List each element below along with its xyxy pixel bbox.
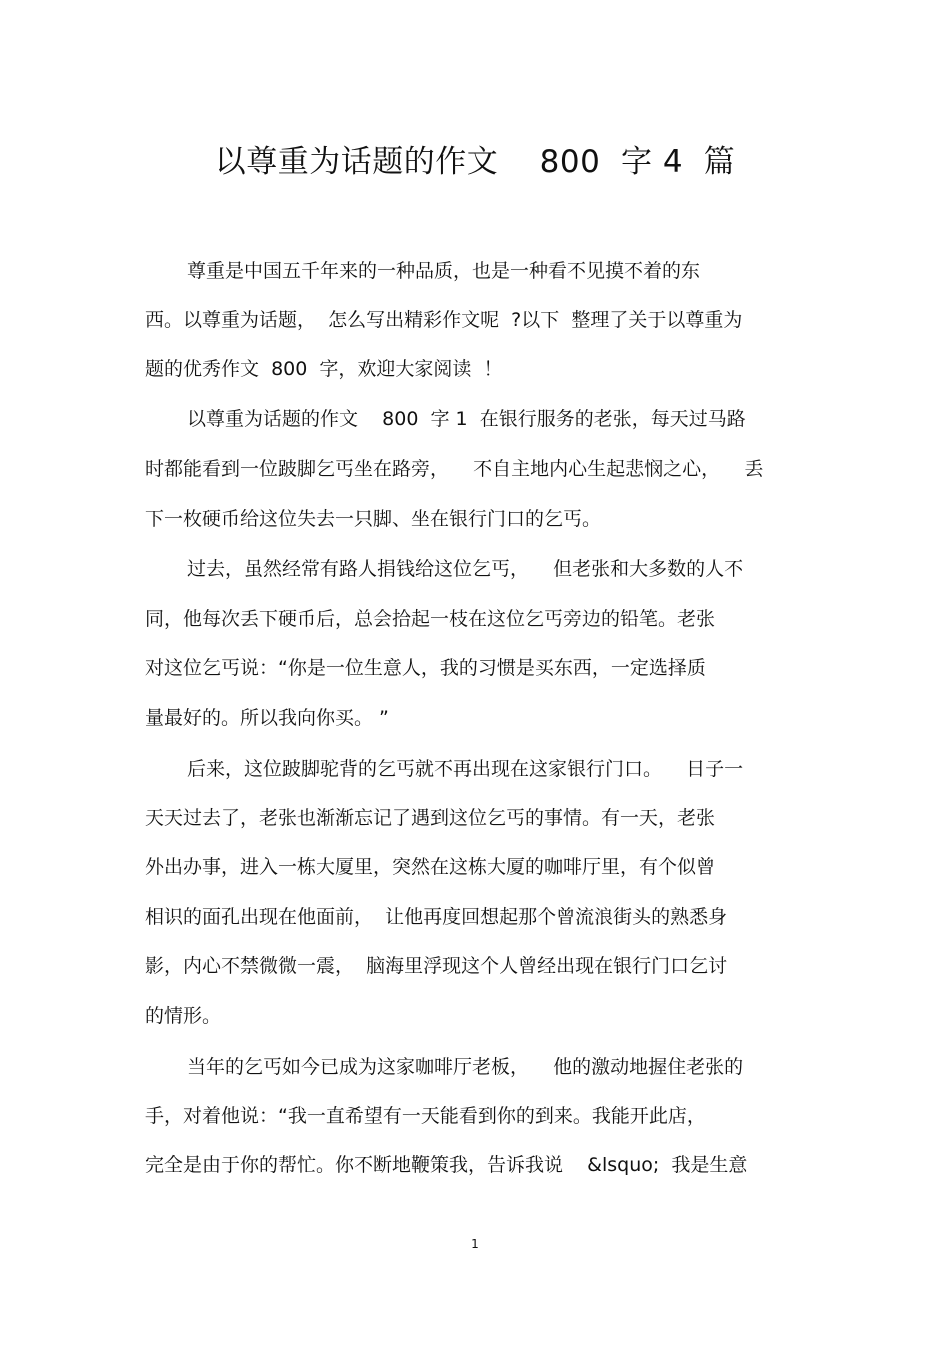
paragraph-line: 完全是由于你的帮忙。你不断地鞭策我，告诉我说 &lsquo; 我是生意 [145, 1154, 748, 1176]
paragraph-line: 西。以尊重为话题， 怎么写出精彩作文呢 ?以下 整理了关于以尊重为 [145, 309, 743, 331]
paragraph-line: 下一枚硬币给这位失去一只脚、坐在银行门口的乞丐。 [145, 508, 602, 530]
paragraph-line: 题的优秀作文 800 字，欢迎大家阅读 ！ [145, 358, 503, 380]
paragraph-line: 当年的乞丐如今已成为这家咖啡厅老板， 他的激动地握住老张的 [187, 1056, 744, 1078]
paragraph-line: 外出办事，进入一栋大厦里，突然在这栋大厦的咖啡厅里，有个似曾 [145, 856, 716, 878]
paragraph-line: 相识的面孔出现在他面前， 让他再度回想起那个曾流浪街头的熟悉身 [145, 906, 728, 928]
paragraph-line: 的情形。 [145, 1005, 222, 1027]
paragraph-line: 同，他每次丢下硬币后，总会拾起一枝在这位乞丐旁边的铅笔。老张 [145, 608, 716, 630]
paragraph-line: 过去，虽然经常有路人捐钱给这位乞丐， 但老张和大多数的人不 [187, 558, 744, 580]
paragraph-line: 手，对着他说：“我一直希望有一天能看到你的到来。我能开此店， [145, 1105, 706, 1127]
paragraph-line: 后来，这位跛脚驼背的乞丐就不再出现在这家银行门口。 日子一 [187, 758, 744, 780]
paragraph-line: 对这位乞丐说：“你是一位生意人，我的习惯是买东西，一定选择质 [145, 657, 706, 679]
paragraph-line: 时都能看到一位跛脚乞丐坐在路旁， 不自主地内心生起悲悯之心， 丢 [145, 458, 764, 480]
page-number: 1 [471, 1237, 479, 1251]
document-title: 以尊重为话题的作文 800 字 4 篇 [214, 144, 736, 180]
paragraph-line: 天天过去了，老张也渐渐忘记了遇到这位乞丐的事情。有一天，老张 [145, 807, 716, 829]
paragraph-line: 影，内心不禁微微一震， 脑海里浮现这个人曾经出现在银行门口乞讨 [145, 955, 728, 977]
paragraph-line: 以尊重为话题的作文 800 字 1 在银行服务的老张，每天过马路 [187, 408, 746, 430]
paragraph-line: 尊重是中国五千年来的一种品质，也是一种看不见摸不着的东 [187, 260, 701, 282]
paragraph-line: 量最好的。所以我向你买。 ” [145, 707, 389, 729]
